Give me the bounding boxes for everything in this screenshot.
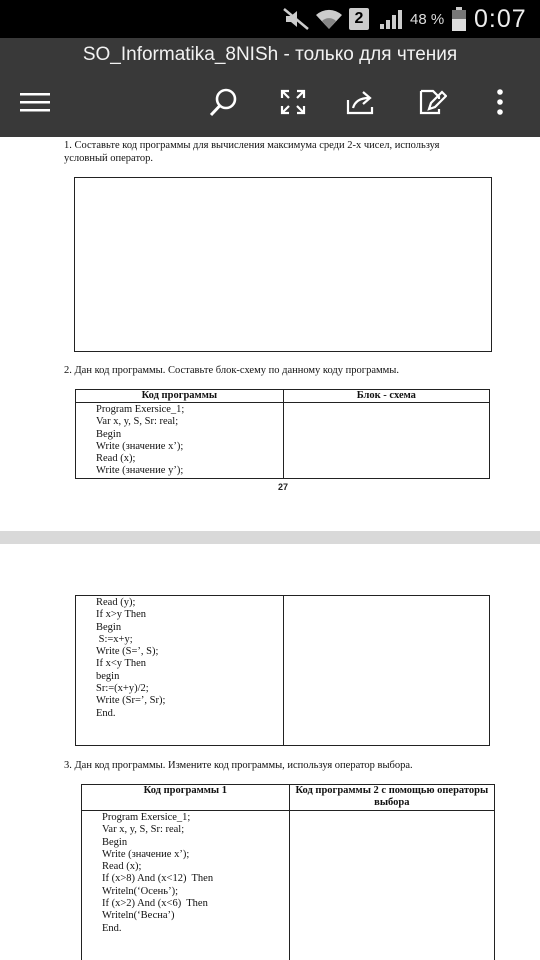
code-line: Write (Sr=’, Sr); bbox=[96, 695, 166, 707]
edit-icon bbox=[417, 87, 447, 117]
task-1-text: 1. Составьте код программы для вычисления максимума среди 2-х чисел, используя условный оператор. bbox=[64, 140, 440, 164]
code-line: Write (S=’, S); bbox=[96, 646, 159, 658]
menu-button[interactable] bbox=[13, 82, 57, 122]
fullscreen-icon bbox=[279, 88, 307, 116]
document-page-27 bbox=[0, 137, 540, 531]
task-1-answer-box bbox=[74, 177, 492, 352]
code-line: If (x>2) And (x<6) Then bbox=[102, 898, 208, 910]
search-button[interactable] bbox=[202, 82, 246, 122]
code-line: Sr:=(x+y)/2; bbox=[96, 683, 149, 695]
code-line: Writeln(‘Осень’); bbox=[102, 885, 178, 897]
code-column-header: Код программы bbox=[76, 390, 284, 403]
program-1-column-header: Код программы 1 bbox=[82, 785, 290, 811]
search-icon bbox=[208, 86, 240, 118]
code-line: Write (значение y’); bbox=[96, 465, 184, 477]
code-line: Write (значение x’); bbox=[102, 848, 190, 860]
code-line: Write (значение x’); bbox=[96, 440, 184, 452]
flowchart-cell bbox=[283, 596, 489, 746]
code-line: End. bbox=[96, 707, 116, 719]
code-line: Var x, y, S, Sr: real; bbox=[102, 824, 185, 836]
code-line: Program Exersice_1; bbox=[96, 404, 185, 415]
edit-button[interactable] bbox=[410, 82, 454, 122]
share-button[interactable] bbox=[339, 82, 383, 122]
program-2-column-header: Код программы 2 с помощью операторы выбора bbox=[289, 785, 494, 811]
task-3-table bbox=[81, 784, 495, 960]
code-line: begin bbox=[96, 670, 120, 682]
status-bar bbox=[0, 0, 540, 38]
flowchart-cell bbox=[283, 403, 489, 479]
mute-icon bbox=[282, 0, 310, 38]
code-line: If x<y Then bbox=[96, 658, 147, 670]
code-line: Read (x); bbox=[102, 861, 142, 873]
code-line: Begin bbox=[96, 428, 122, 440]
code-line: Begin bbox=[96, 621, 122, 633]
code-line: End. bbox=[102, 922, 122, 934]
code-line: Program Exersice_1; bbox=[102, 812, 191, 823]
task-2-text: 2. Дан код программы. Составьте блок-схему по данному коду программы. bbox=[64, 365, 399, 376]
more-vertical-icon bbox=[495, 87, 505, 117]
task-2-table-continued bbox=[75, 595, 490, 746]
share-icon bbox=[345, 88, 377, 116]
hamburger-icon bbox=[18, 90, 52, 114]
code-cell bbox=[76, 403, 284, 479]
code-cell bbox=[82, 811, 290, 960]
code-line: If x>y Then bbox=[96, 609, 147, 621]
wifi-icon bbox=[315, 0, 343, 38]
code-line: If (x>8) And (x<12) Then bbox=[102, 873, 214, 885]
clock: 0:07 bbox=[474, 4, 527, 33]
signal-icon bbox=[378, 0, 408, 38]
app-bar bbox=[0, 38, 540, 137]
sim-badge: 2 bbox=[349, 8, 369, 30]
page-number: 27 bbox=[278, 482, 289, 492]
code-line: Read (x); bbox=[96, 453, 136, 465]
document-page-28 bbox=[0, 544, 540, 960]
battery-icon bbox=[451, 0, 467, 38]
code-line: Writeln(‘Весна’) bbox=[102, 910, 175, 922]
flowchart-column-header: Блок - схема bbox=[283, 390, 489, 403]
task-3-text: 3. Дан код программы. Измените код программы, используя оператор выбора. bbox=[64, 760, 413, 771]
answer-cell bbox=[289, 811, 494, 960]
code-line: Read (y); bbox=[96, 597, 136, 608]
fullscreen-button[interactable] bbox=[271, 82, 315, 122]
code-line: Begin bbox=[102, 836, 128, 848]
more-options-button[interactable] bbox=[478, 82, 522, 122]
code-line: Var x, y, S, Sr: real; bbox=[96, 416, 179, 428]
code-line: S:=x+y; bbox=[96, 633, 133, 645]
task-2-table bbox=[75, 389, 490, 479]
battery-percent: 48 % bbox=[410, 10, 445, 28]
code-cell bbox=[76, 596, 284, 746]
document-title: SO_Informatika_8NISh - только для чтения bbox=[82, 44, 458, 65]
